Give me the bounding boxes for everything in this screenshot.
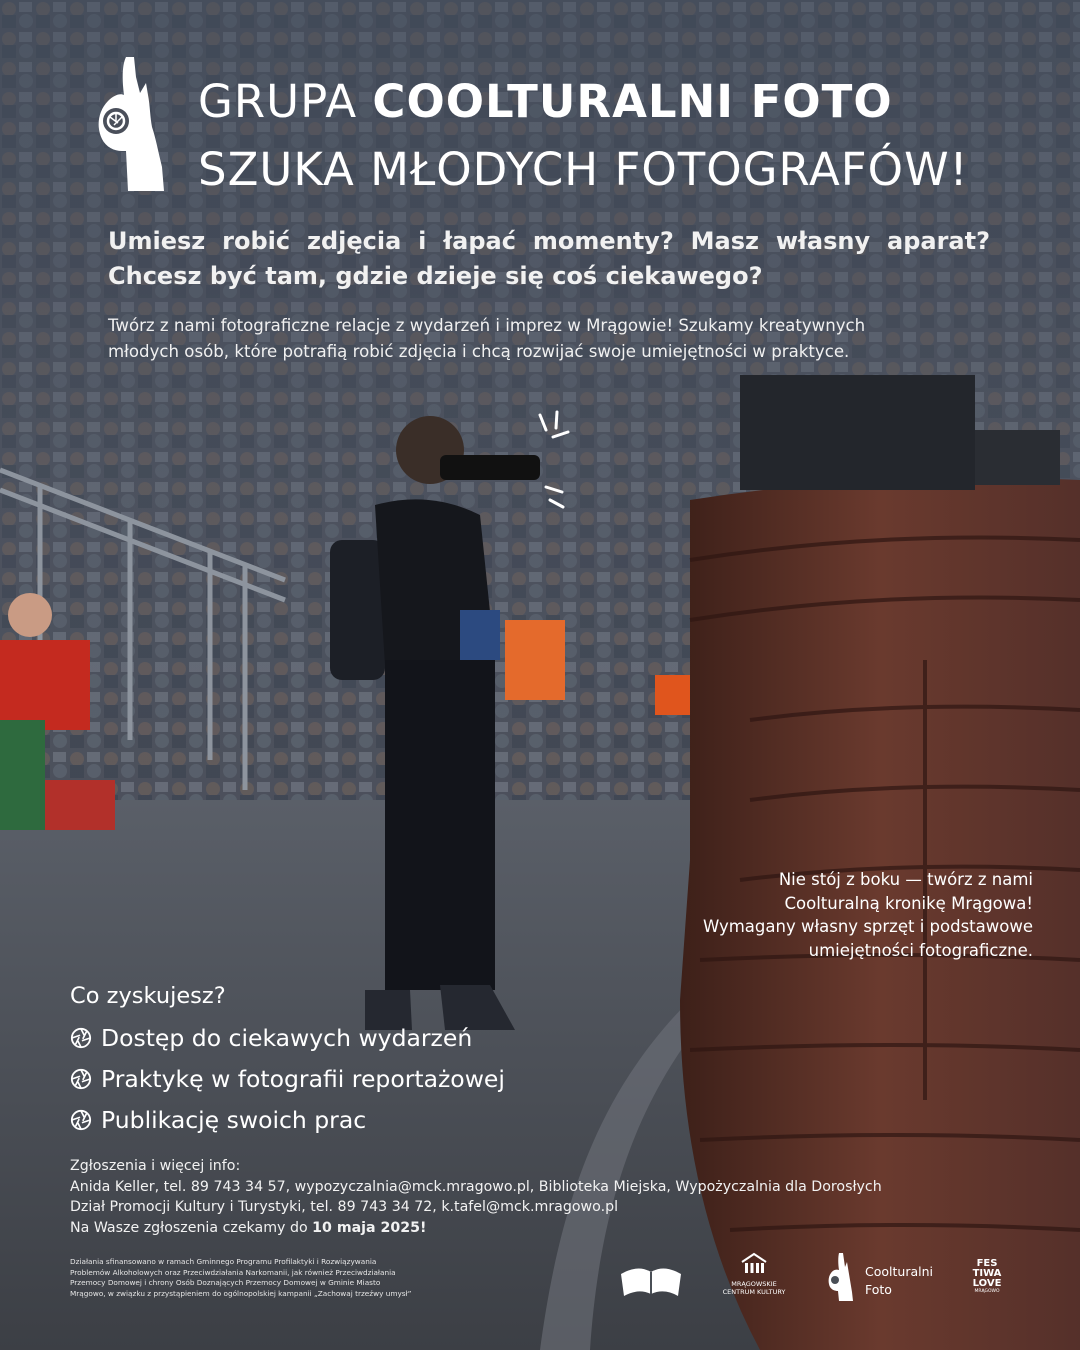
library-book-logo — [618, 1260, 684, 1300]
question-line-1: Umiesz robić zdjęcia i łapać momenty? Masz własny aparat? — [108, 227, 990, 255]
contact-info — [70, 1156, 920, 1238]
benefit-label: Publikację swoich prac — [101, 1106, 367, 1134]
contact-heading: Zgłoszenia i więcej info: — [70, 1158, 241, 1174]
side-note-line-1: Nie stój z boku — twórz z nami — [778, 870, 1033, 889]
benefit-item — [70, 1061, 505, 1097]
deadline-date: 10 maja 2025! — [312, 1219, 427, 1236]
side-note — [673, 868, 1033, 962]
side-note-line-3: Wymagany własny sprzęt i podstawowe — [702, 917, 1033, 936]
fine-print: Działania sfinansowano w ramach Gminnego Programu Profilaktyki i Rozwiązywania Problemów Alkoholowych oraz Przeciwdziałania Narkomanii, jak również Przeciwdziałania Przemocy Domowej i chrony Osób Doznających Przemocy Domowej w Gminie Miasto Mrągowo, w związku z przystąpieniem do ogólnopolskiej kampanii „Zachowaj trzeźwy umysł” — [70, 1257, 412, 1298]
ok-hand-aperture-icon — [96, 55, 166, 195]
side-note-line-4: umiejętności fotograficzne. — [808, 940, 1033, 960]
intro-text — [108, 313, 998, 365]
ok-hand-logo-icon — [828, 1252, 854, 1302]
title-brand: COOLTURALNI FOTO — [372, 75, 893, 128]
contact-line-2: Dział Promocji Kultury i Turystyki, tel. 89 743 34 72, k.tafel@mck.mragowo.pl — [70, 1199, 619, 1216]
camera-aperture-icon — [70, 1068, 92, 1090]
camera-aperture-icon — [70, 1109, 92, 1131]
intro-line-2: młodych osób, które potrafią robić zdjęcia i chcą rozwijać swoje umiejętności w praktyce. — [108, 342, 850, 361]
mck-building-icon — [740, 1252, 768, 1276]
benefit-item — [70, 1102, 366, 1138]
festiwa-love-logo: FES TIWA LOVE MRĄGOWO — [972, 1258, 1002, 1294]
benefit-label: Dostęp do ciekawych wydarzeń — [101, 1024, 473, 1052]
benefit-label: Praktykę w fotografii reportażowej — [101, 1065, 505, 1093]
contact-line-1: Anida Keller, tel. 89 743 34 57, wypozyczalnia@mck.mragowo.pl, Biblioteka Miejska, Wypożyczalnia dla Dorosłych — [70, 1178, 882, 1195]
coolturalni-foto-logo: Coolturalni Foto — [828, 1252, 938, 1302]
benefit-item — [70, 1020, 472, 1056]
title-line-2: SZUKA MŁODYCH FOTOGRAFÓW! — [198, 143, 969, 196]
question-line-2: Chcesz być tam, gdzie dzieje się coś ciekawego? — [108, 262, 763, 290]
intro-line-1: Twórz z nami fotograficzne relacje z wydarzeń i imprez w Mrągowie! Szukamy kreatywnych — [108, 316, 866, 335]
benefits-title: Co zyskujesz? — [70, 983, 226, 1009]
title-line-1: GRUPA COOLTURALNI FOTO — [198, 75, 893, 128]
mck-logo: MRĄGOWSKIE CENTRUM KULTURY — [712, 1252, 796, 1296]
contact-deadline: Na Wasze zgłoszenia czekamy do 10 maja 2025! — [70, 1219, 427, 1236]
side-note-line-2: Coolturalną kronikę Mrągowa! — [784, 893, 1033, 913]
camera-aperture-icon — [70, 1027, 92, 1049]
